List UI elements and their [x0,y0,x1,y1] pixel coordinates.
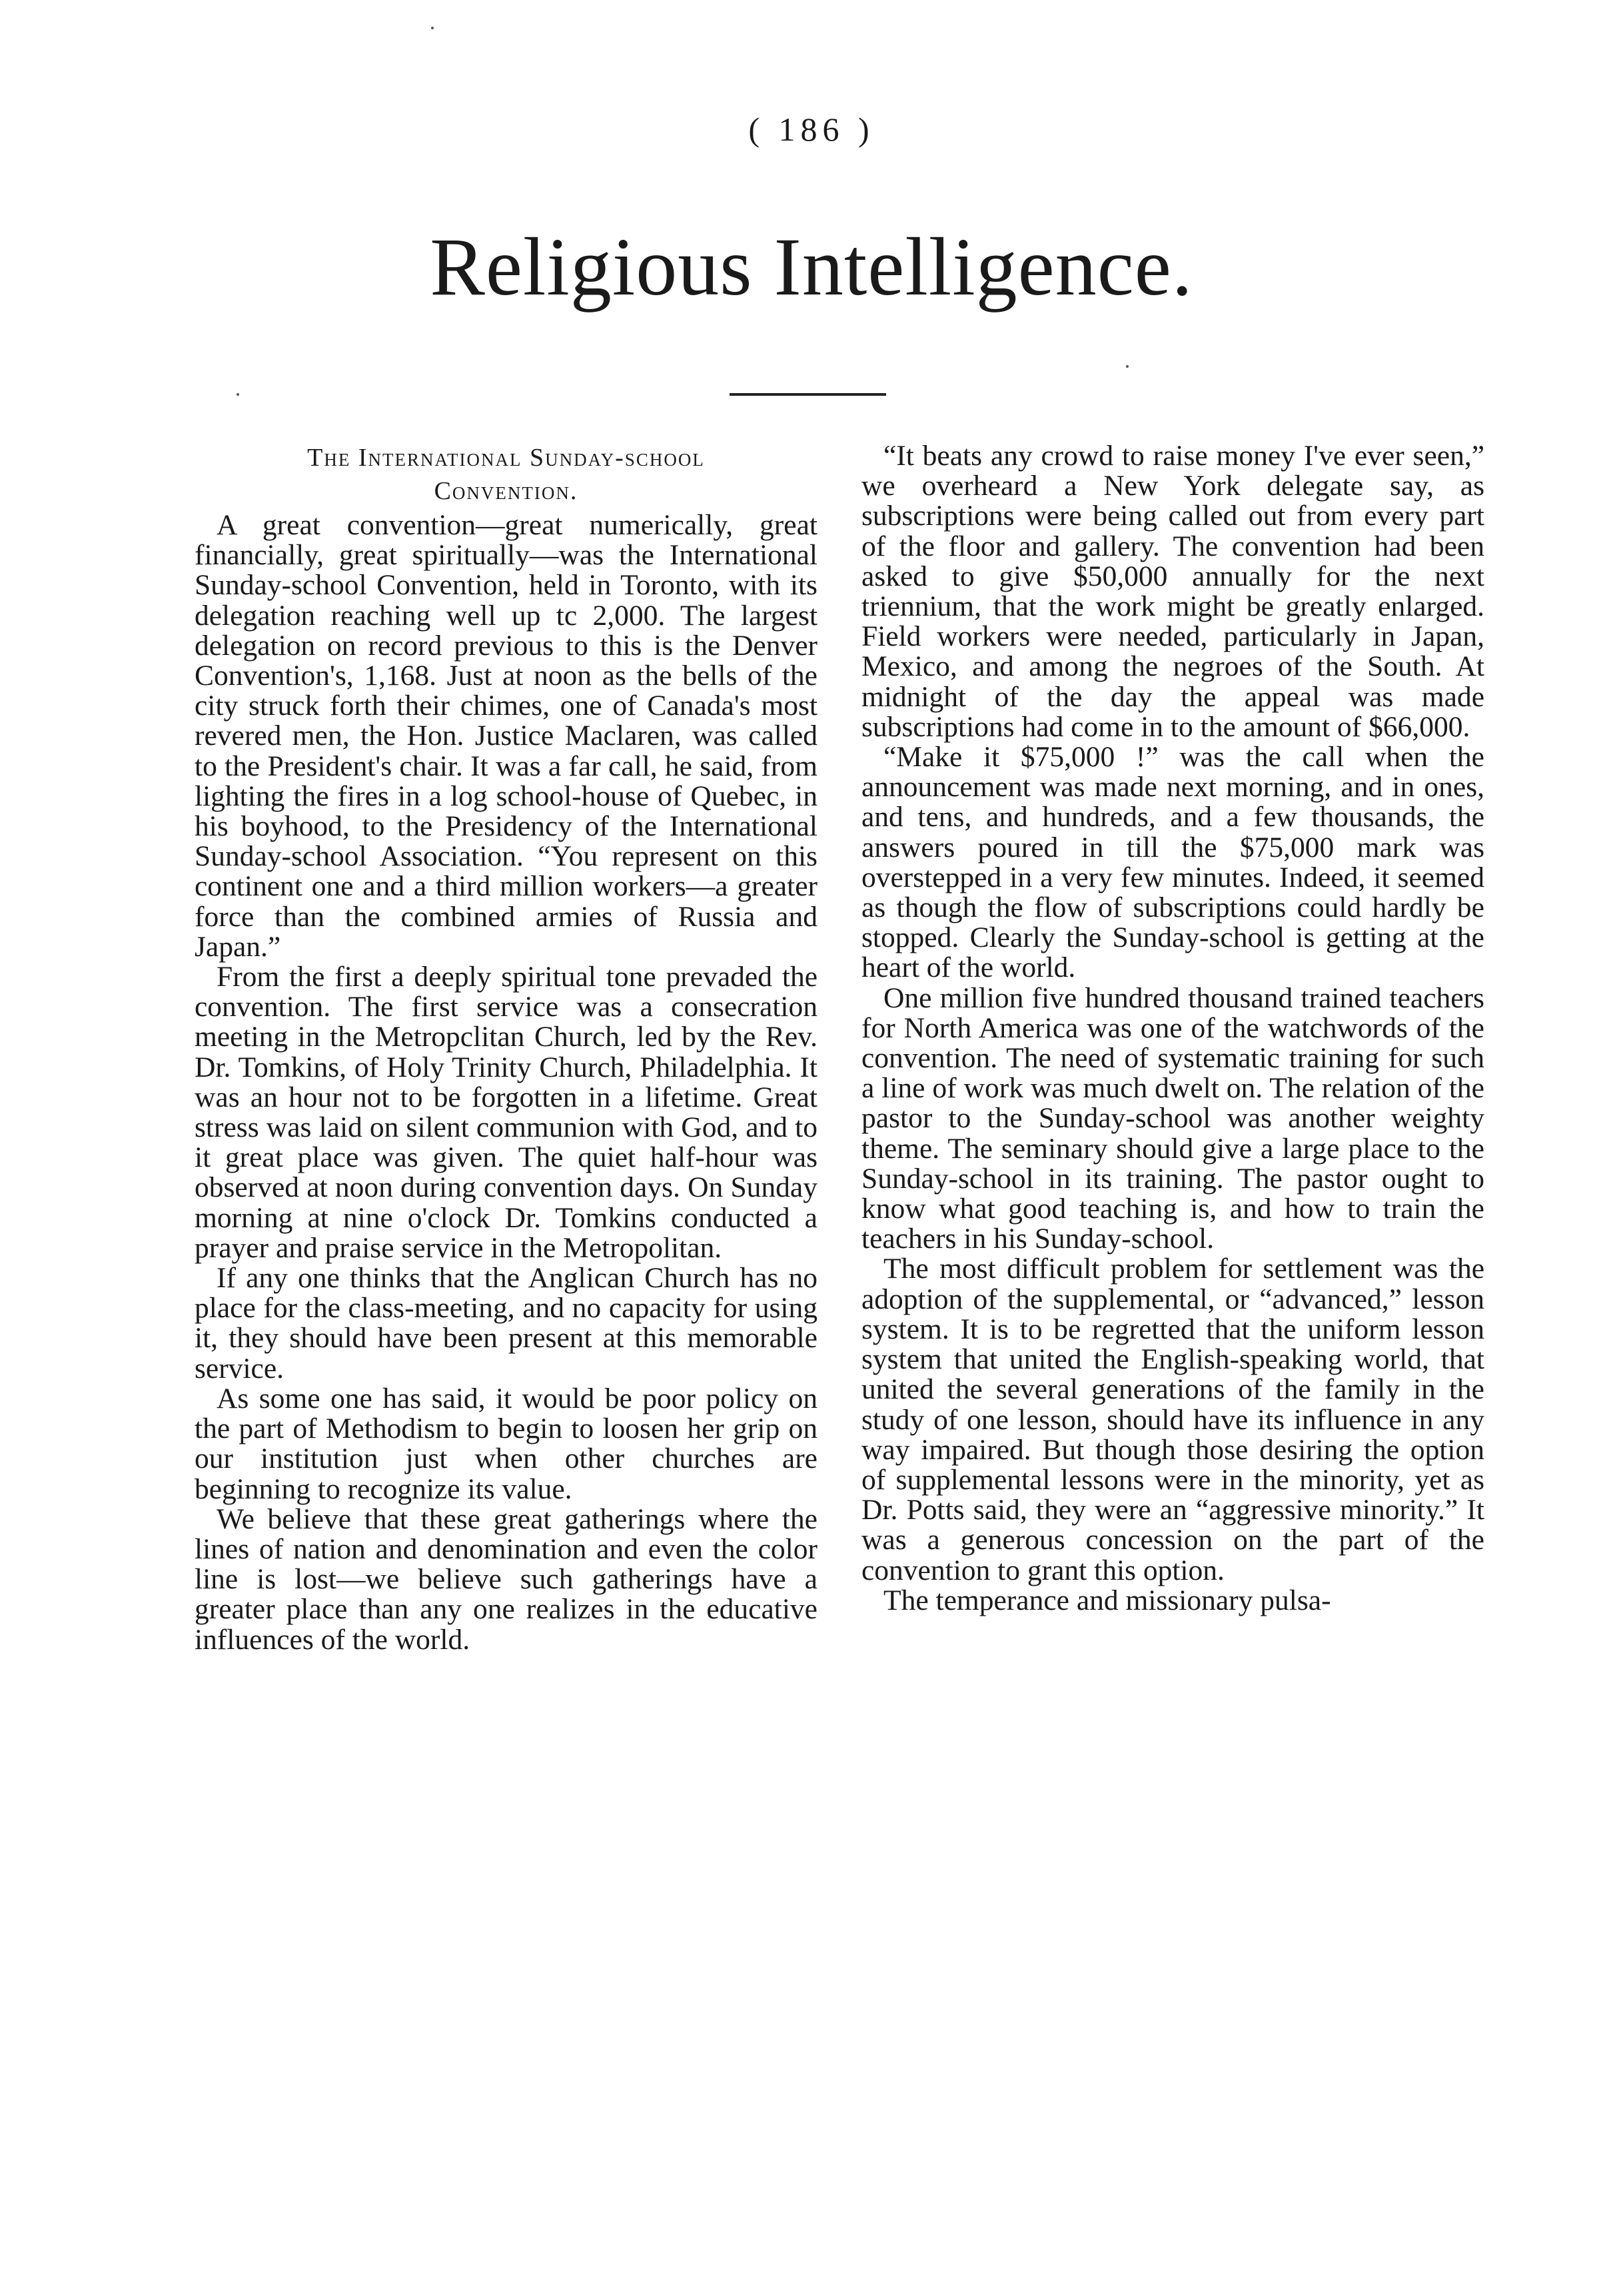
paragraph: As some one has said, it would be poor policy on the part of Methodism to begin to loosen her grip on our institution just when other churches are beginning to recognize its value. [195,1382,817,1505]
paragraph: From the first a deeply spiritual tone prevaded the convention. The first service was a consecration meeting in the Metropclitan Church, led by the Rev. Dr. Tomkins, of Holy Trinity Church, Philadelphia. It was an hour not to be forgotten in a lifetime. Great stress was laid on silent communion with God, and to it great place was given. The quiet half-hour was observed at noon during convention days. On Sunday morning at nine o'clock Dr. Tomkins conducted a prayer and praise service in the Metropolitan. [195,961,817,1264]
paragraph: One million five hundred thousand trained teachers for North America was one of the watchwords of the convention. The need of systematic training for such a line of work was much dwelt on. The relation of the pastor to the Sunday-school was another weighty theme. The seminary should give a large place to the Sunday-school in its training. The pastor ought to know what good teaching is, and how to train the teachers in his Sunday-school. [861,981,1484,1255]
page-title: Religious Intelligence. [430,221,1193,312]
paragraph: The most difficult problem for settlement was the adoption of the supplemental, or “advanced,” lesson system. It is to be regretted that the uniform lesson system that united the English-speaking world, that united the several generations of the family in the study of one lesson, should have its influence in any way impaired. But though those desiring the option of supplemental lessons were in the minority, yet as Dr. Potts said, they were an “aggressive minority.” It was a generous concession on the part of the convention to grant this option. [861,1253,1484,1586]
right-column [861,441,1484,1616]
print-speck [431,27,434,29]
title-divider-rule [730,393,886,396]
article-heading-line: The International Sunday-school [307,444,705,472]
print-speck [237,393,239,396]
left-column [195,441,817,1655]
paragraph: The temperance and missionary pulsa- [883,1584,1331,1616]
page-number: ( 186 ) [748,111,875,148]
article-heading-line: Convention. [434,477,578,505]
paragraph: If any one thinks that the Anglican Church has no place for the class-meeting, and no capacity for using it, they should have been present at this memorable service. [195,1262,817,1385]
article-heading [195,441,817,508]
paragraph: “Make it $75,000 !” was the call when the announcement was made next morning, and in ones, and tens, and hundreds, and a few thousands, the answers poured in till the $75,000 mark was overstepped in a very few minutes. Indeed, it seemed as though the flow of subscriptions could hardly be stopped. Clearly the Sunday-school is getting at the heart of the world. [861,741,1484,984]
paragraph: “It beats any crowd to raise money I've ever seen,” we overheard a New York delegate say, as subscriptions were being called out from every part of the floor and gallery. The convention had been asked to give $50,000 annually for the next triennium, that the work might be greatly enlarged. Field workers were needed, particularly in Japan, Mexico, and among the negroes of the South. At midnight of the day the appeal was made subscriptions had come in to the amount of $66,000. [861,440,1484,743]
paragraph: A great convention—great numerically, great financially, great spiritually—was the International Sunday-school Convention, held in Toronto, with its delegation reaching well up tc 2,000. The largest delegation on record previous to this is the Denver Convention's, 1,168. Just at noon as the bells of the city struck forth their chimes, one of Canada's most revered men, the Hon. Justice Maclaren, was called to the President's chair. It was a far call, he said, from lighting the fires in a log school-house of Quebec, in his boyhood, to the Presidency of the International Sunday-school Association. “You represent on this continent one and a third million workers—a greater force than the combined armies of Russia and Japan.” [195,509,817,963]
print-speck [1126,365,1129,368]
paragraph: We believe that these great gatherings where the lines of nation and denomination and even the color line is lost—we believe such gatherings have a greater place than any one realizes in the educative influences of the world. [195,1502,817,1656]
